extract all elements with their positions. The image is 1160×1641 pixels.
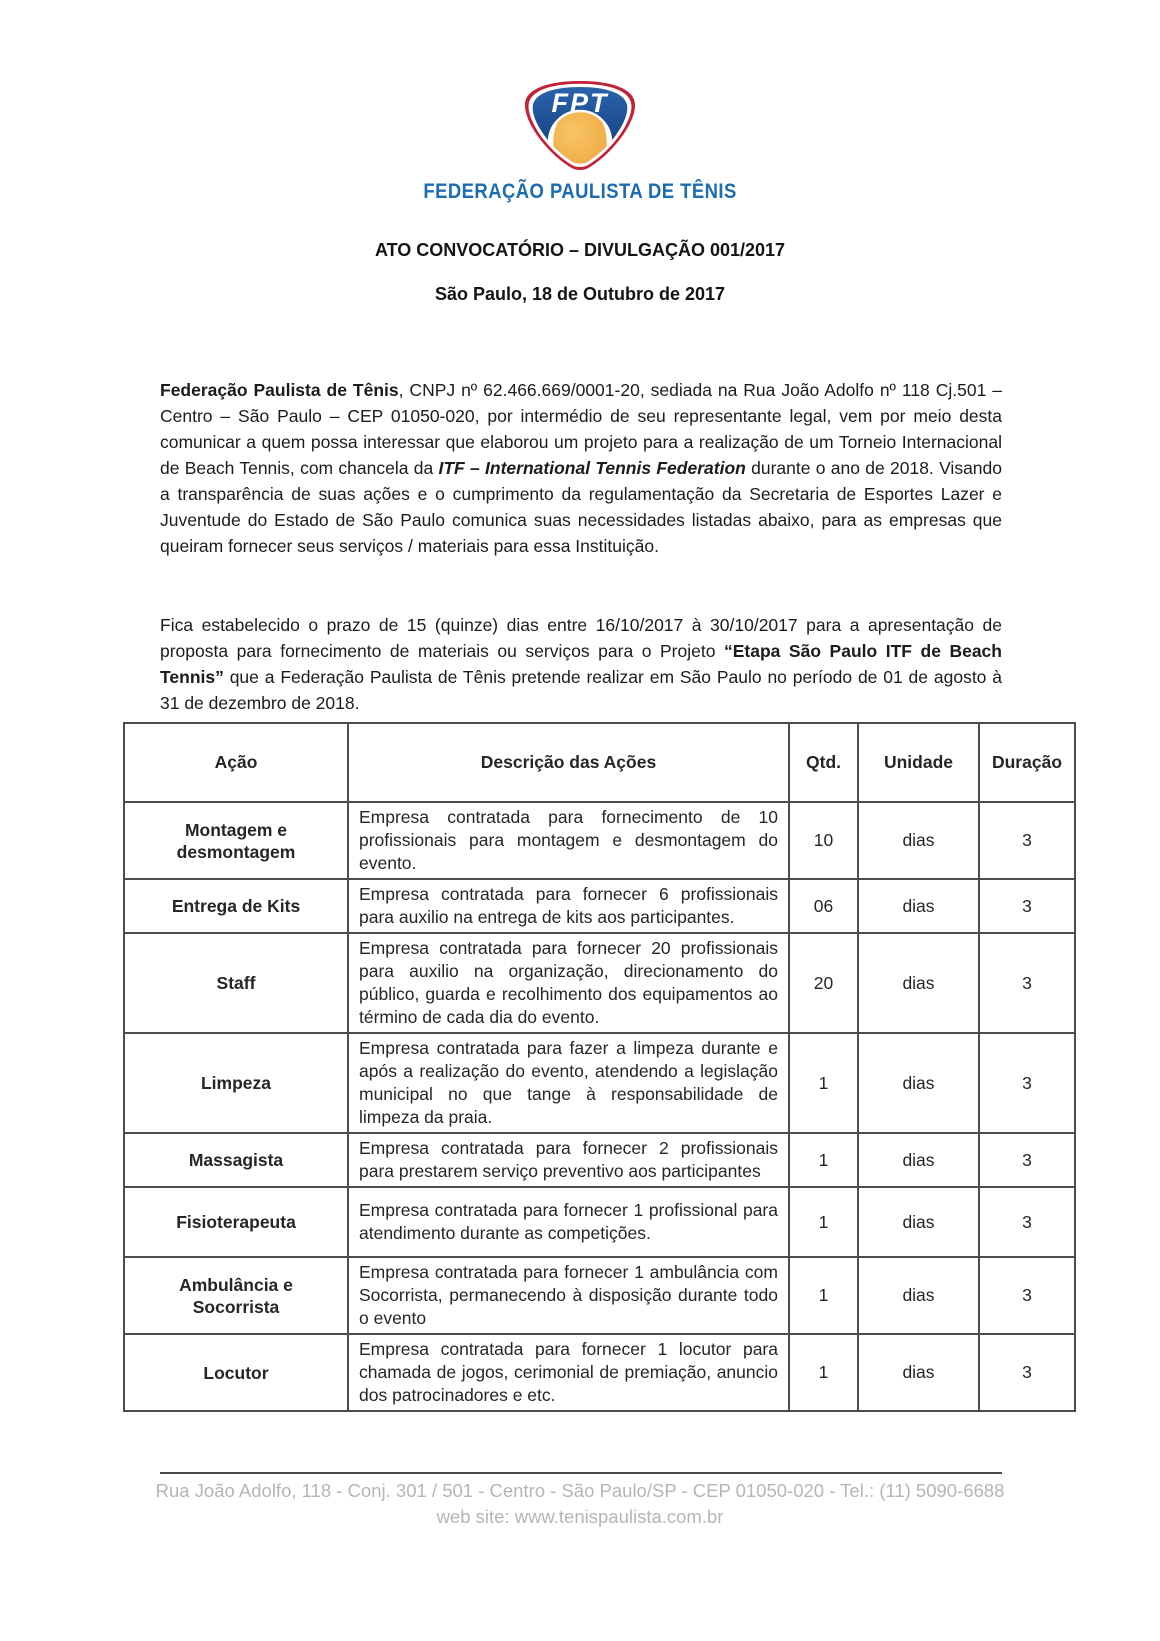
org-name-bold: Federação Paulista de Tênis: [160, 379, 399, 400]
table-row: [124, 1133, 1075, 1187]
paragraph-intro: [160, 377, 1002, 559]
table-row: [124, 802, 1075, 879]
cell-acao: Fisioterapeuta: [124, 1187, 348, 1257]
cell-acao: Limpeza: [124, 1033, 348, 1133]
project-name-bold: “Etapa São Paulo ITF de Beach Tennis”: [160, 640, 1002, 687]
cell-unidade: dias: [858, 1033, 979, 1133]
cell-qtd: 20: [789, 933, 858, 1033]
cell-duracao: 3: [979, 1187, 1075, 1257]
table-row: [124, 1334, 1075, 1411]
federation-wordmark: FEDERAÇÃO PAULISTA DE TÊNIS: [423, 180, 737, 203]
cell-descricao: Empresa contratada para fornecer 1 profissional para atendimento durante as competições.: [348, 1187, 789, 1257]
paragraph-deadline-text-2: que a Federação Paulista de Tênis pretende realizar em São Paulo no período de 01 de agosto à 31 de dezembro de 2018.: [160, 666, 1002, 713]
paragraph-deadline: [160, 612, 1002, 716]
document-dateline: São Paulo, 18 de Outubro de 2017: [434, 284, 726, 304]
cell-qtd: 06: [789, 879, 858, 933]
cell-acao: Entrega de Kits: [124, 879, 348, 933]
footer-address: Rua João Adolfo, 118 - Conj. 301 / 501 - Centro - São Paulo/SP - CEP 01050-020 - Tel.: (11) 5090-6688: [155, 1480, 1005, 1501]
footer-website: web site: www.tenispaulista.com.br: [436, 1506, 724, 1527]
cell-acao: Locutor: [124, 1334, 348, 1411]
col-header-unidade: Unidade: [858, 723, 979, 802]
fpt-logo: [0, 78, 1160, 204]
col-header-duracao: Duração: [979, 723, 1075, 802]
paragraph-intro-text-1: , CNPJ nº 62.466.669/0001-20, sediada na Rua João Adolfo nº 118 Cj.501 – Centro – São Paulo – CEP 01050-020, por intermédio de seu representante legal, vem por meio desta comunicar a quem possa interessar que elaborou um projeto para a realização de um Torneio Internacional de Beach Tennis, com chancela da: [160, 379, 1002, 478]
cell-acao: Montagem e desmontagem: [124, 802, 348, 879]
cell-duracao: 3: [979, 1033, 1075, 1133]
cell-duracao: 3: [979, 1257, 1075, 1334]
document-title: ATO CONVOCATÓRIO – DIVULGAÇÃO 001/2017: [374, 240, 786, 260]
cell-qtd: 1: [789, 1133, 858, 1187]
table-row: [124, 1257, 1075, 1334]
cell-duracao: 3: [979, 802, 1075, 879]
cell-unidade: dias: [858, 933, 979, 1033]
paragraph-deadline-text-1: Fica estabelecido o prazo de 15 (quinze) dias entre 16/10/2017 à 30/10/2017 para a apresentação de proposta para fornecimento de materiais ou serviços para o Projeto: [160, 614, 1002, 661]
cell-qtd: 1: [789, 1033, 858, 1133]
fpt-shield-icon: [519, 78, 641, 172]
itf-name-bold-italic: ITF – International Tennis Federation: [438, 457, 746, 478]
cell-qtd: 1: [789, 1257, 858, 1334]
actions-table-wrap: [123, 722, 1074, 1412]
cell-qtd: 10: [789, 802, 858, 879]
table-row: [124, 1033, 1075, 1133]
col-header-acao: Ação: [124, 723, 348, 802]
cell-descricao: Empresa contratada para fornecer 6 profissionais para auxilio na entrega de kits aos participantes.: [348, 879, 789, 933]
cell-descricao: Empresa contratada para fornecimento de 10 profissionais para montagem e desmontagem do evento.: [348, 802, 789, 879]
cell-unidade: dias: [858, 802, 979, 879]
table-row: [124, 1187, 1075, 1257]
cell-acao: Staff: [124, 933, 348, 1033]
cell-duracao: 3: [979, 1334, 1075, 1411]
cell-unidade: dias: [858, 1334, 979, 1411]
table-row: [124, 933, 1075, 1033]
cell-qtd: 1: [789, 1334, 858, 1411]
cell-duracao: 3: [979, 879, 1075, 933]
col-header-qtd: Qtd.: [789, 723, 858, 802]
cell-descricao: Empresa contratada para fornecer 20 profissionais para auxilio na organização, direcionamento do público, guarda e recolhimento dos equipamentos ao término de cada dia do evento.: [348, 933, 789, 1033]
cell-duracao: 3: [979, 1133, 1075, 1187]
paragraph-intro-text-2: durante o ano de 2018. Visando a transparência de suas ações e o cumprimento da regulamentação da Secretaria de Esportes Lazer e Juventude do Estado de São Paulo comunica suas necessidades listadas abaixo, para as empresas que queiram fornecer seus serviços / materiais para essa Instituição.: [160, 457, 1002, 556]
cell-duracao: 3: [979, 933, 1075, 1033]
footer-divider: [160, 1472, 1002, 1474]
cell-acao: Ambulância e Socorrista: [124, 1257, 348, 1334]
cell-descricao: Empresa contratada para fazer a limpeza durante e após a realização do evento, atendendo a legislação municipal no que tange à responsabilidade de limpeza da praia.: [348, 1033, 789, 1133]
cell-descricao: Empresa contratada para fornecer 1 ambulância com Socorrista, permanecendo à disposição durante todo o evento: [348, 1257, 789, 1334]
cell-unidade: dias: [858, 1187, 979, 1257]
cell-descricao: Empresa contratada para fornecer 1 locutor para chamada de jogos, cerimonial de premiação, anuncio dos patrocinadores e etc.: [348, 1334, 789, 1411]
col-header-descricao: Descrição das Ações: [348, 723, 789, 802]
table-header-row: [124, 723, 1075, 802]
cell-unidade: dias: [858, 879, 979, 933]
actions-table: [123, 722, 1076, 1412]
cell-descricao: Empresa contratada para fornecer 2 profissionais para prestarem serviço preventivo aos participantes: [348, 1133, 789, 1187]
fpt-monogram: FPT: [551, 88, 609, 118]
cell-qtd: 1: [789, 1187, 858, 1257]
cell-unidade: dias: [858, 1257, 979, 1334]
cell-unidade: dias: [858, 1133, 979, 1187]
tennis-ball-icon: [549, 111, 611, 172]
table-row: [124, 879, 1075, 933]
cell-acao: Massagista: [124, 1133, 348, 1187]
